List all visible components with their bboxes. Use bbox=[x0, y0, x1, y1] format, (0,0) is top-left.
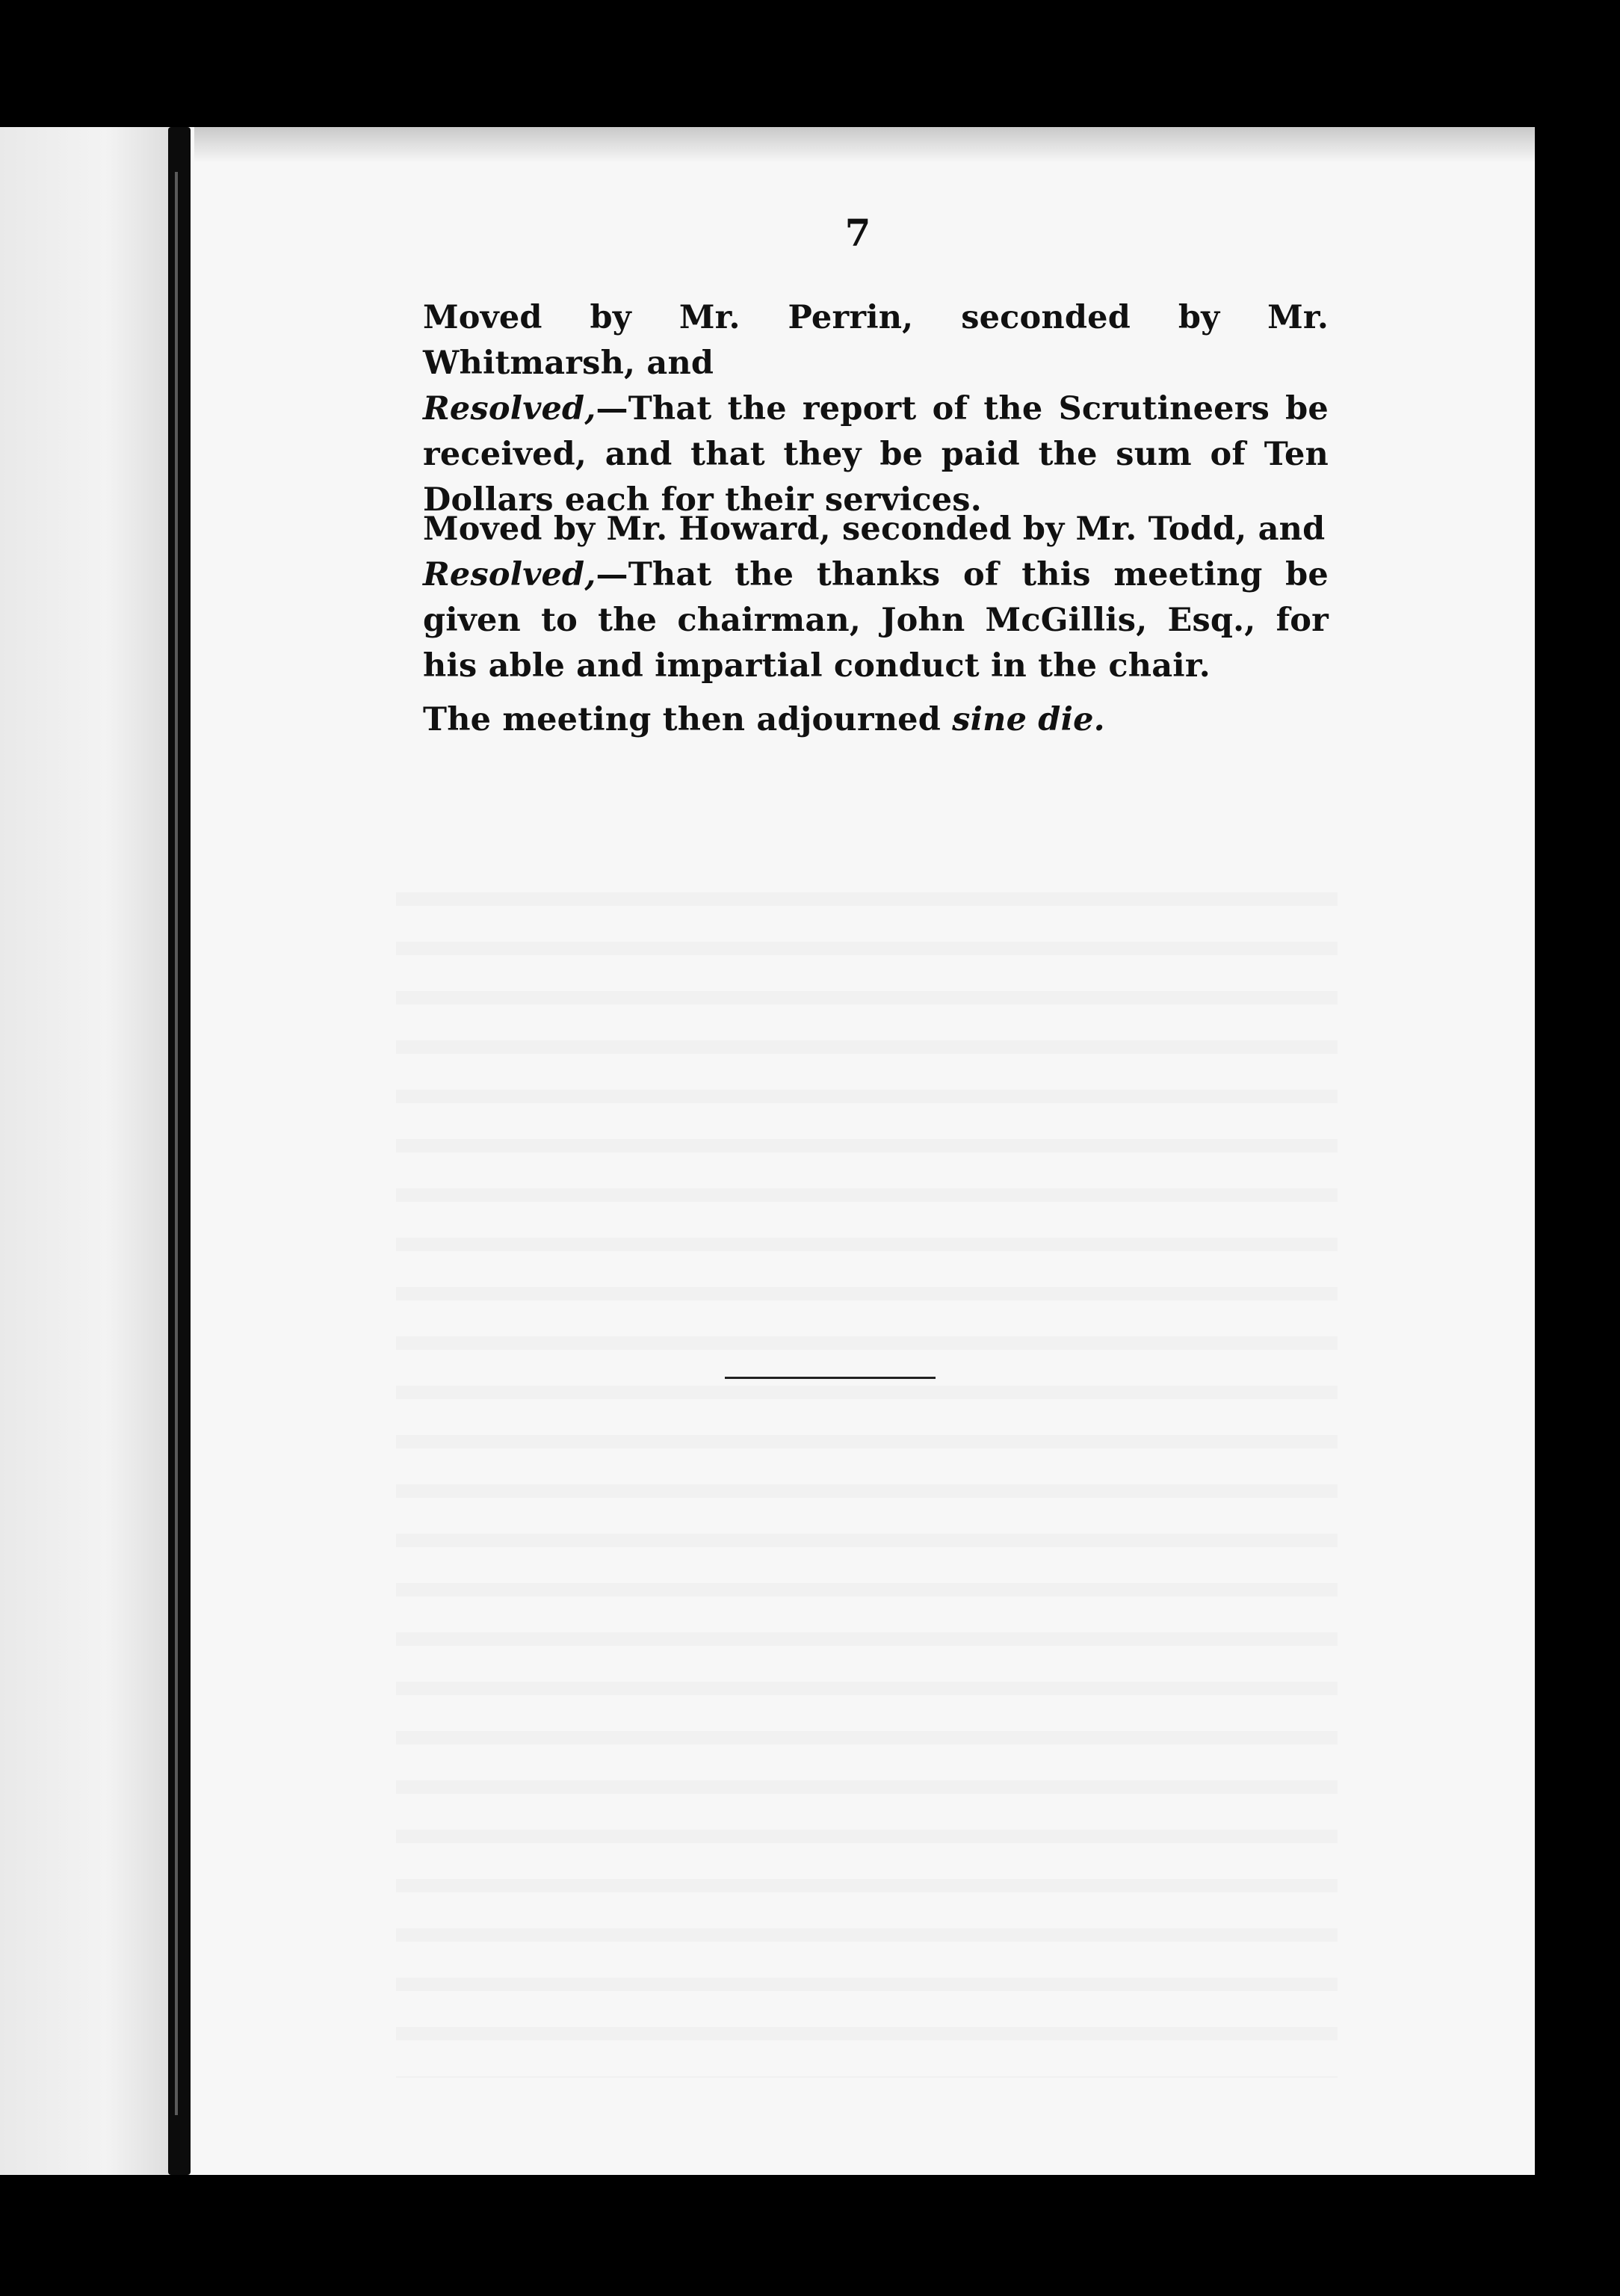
document-page bbox=[0, 127, 1535, 2175]
resolution-text bbox=[380, 552, 1329, 689]
paragraph-scrutineers bbox=[380, 295, 1329, 523]
page-number: 7 bbox=[844, 211, 871, 255]
facing-page-edge bbox=[0, 127, 176, 2175]
adjournment-italic: sine die. bbox=[952, 701, 1105, 738]
binding-highlight bbox=[175, 172, 178, 2115]
book-binding bbox=[168, 127, 191, 2175]
motion-line: Moved by Mr. Perrin, seconded by Mr. Whitmarsh, and bbox=[423, 299, 1329, 382]
resolution-body: —That the thanks of this meeting be given to the chairman, John McGillis, Esq., for his able and impartial conduct in the chair. bbox=[423, 556, 1329, 685]
resolution-body: —That the report of the Scrutineers be received, and that they be paid the sum of Ten Dollars each for their services. bbox=[423, 390, 1329, 519]
adjournment-text: The meeting then adjourned bbox=[423, 701, 953, 738]
section-rule bbox=[725, 1377, 936, 1379]
adjournment-line bbox=[380, 697, 1329, 743]
paragraph-thanks bbox=[380, 507, 1329, 689]
closing-paragraph bbox=[380, 697, 1329, 743]
page-shadow bbox=[194, 127, 1535, 163]
resolution-text bbox=[380, 386, 1329, 523]
resolved-label: Resolved, bbox=[423, 556, 596, 593]
show-through-text bbox=[396, 867, 1338, 2078]
resolved-label: Resolved, bbox=[423, 390, 596, 428]
motion-line: Moved by Mr. Howard, seconded by Mr. Todd, and bbox=[423, 510, 1326, 548]
